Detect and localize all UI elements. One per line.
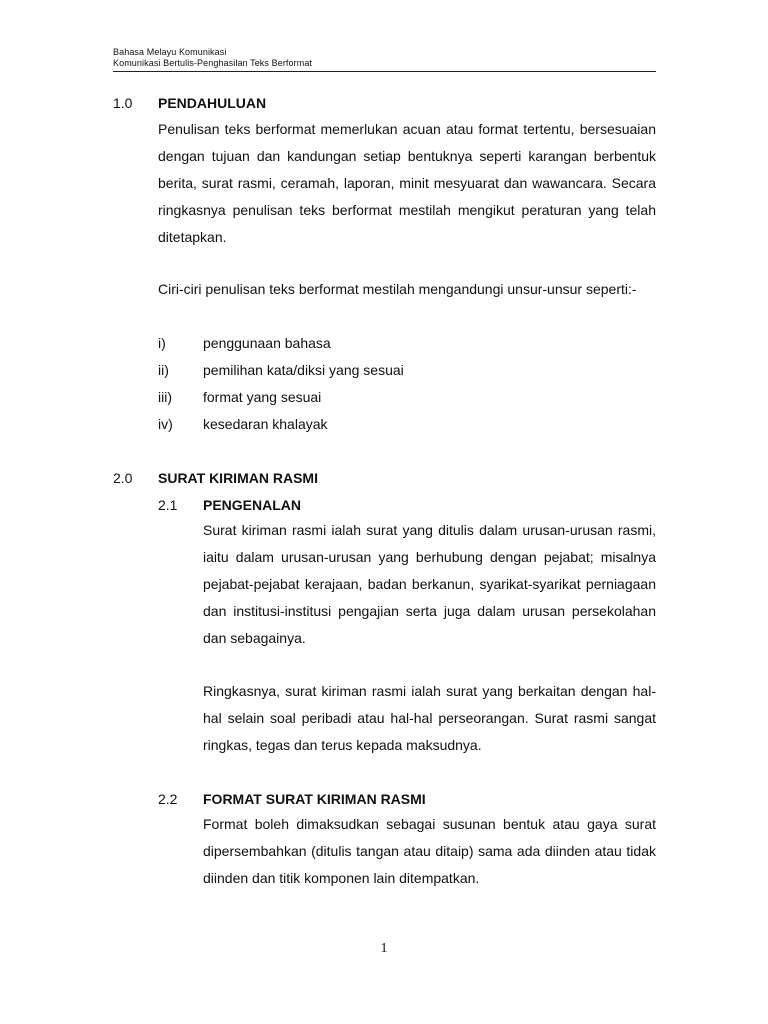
- header-divider: [113, 71, 656, 72]
- subsection-2-2-title: FORMAT SURAT KIRIMAN RASMI: [203, 791, 426, 807]
- section-2-title: SURAT KIRIMAN RASMI: [158, 470, 318, 486]
- list-item-marker: i): [158, 335, 166, 351]
- header-course-title: Bahasa Melayu Komunikasi: [113, 47, 227, 57]
- subsection-2-2-number: 2.2: [158, 791, 178, 807]
- list-item-marker: iv): [158, 416, 173, 432]
- section-2-number: 2.0: [113, 470, 133, 486]
- header-topic-title: Komunikasi Bertulis-Penghasilan Teks Berformat: [113, 58, 313, 68]
- list-item-text: penggunaan bahasa: [203, 335, 331, 351]
- subsection-2-1-paragraph-2: Ringkasnya, surat kiriman rasmi ialah surat yang berkaitan dengan hal-hal selain soal peribadi atau hal-hal perseorangan. Surat rasmi sangat ringkas, tegas dan terus kepada maksudnya.: [203, 683, 656, 753]
- subsection-2-1-paragraph-1: Surat kiriman rasmi ialah surat yang ditulis dalam urusan-urusan rasmi, iaitu dalam urusan-urusan yang berhubung dengan pejabat; misalnya pejabat-pejabat kerajaan, badan berkanun, syarikat-syarikat perniagaan dan institusi-institusi pengajian serta juga dalam urusan persekolahan dan sebagainya.: [203, 522, 656, 646]
- list-item-text: pemilihan kata/diksi yang sesuai: [203, 362, 404, 378]
- list-item-text: format yang sesuai: [203, 389, 322, 405]
- list-item-text: kesedaran khalayak: [203, 416, 328, 432]
- page-number: 1: [380, 941, 388, 956]
- list-item-marker: ii): [158, 362, 169, 378]
- section-1-number: 1.0: [113, 95, 133, 111]
- section-1-title: PENDAHULUAN: [158, 95, 267, 111]
- section-1-paragraph-2: Ciri-ciri penulisan teks berformat mestilah mengandungi unsur-unsur seperti:-: [158, 281, 637, 297]
- subsection-2-1-number: 2.1: [158, 497, 178, 513]
- list-item-marker: iii): [158, 389, 172, 405]
- section-1-paragraph-1: Penulisan teks berformat memerlukan acuan atau format tertentu, bersesuaian dengan tujuan dan kandungan setiap bentuknya seperti karangan berbentuk berita, surat rasmi, ceramah, laporan, minit mesyuarat dan wawancara. Secara ringkasnya penulisan teks berformat mestilah mengikut peraturan yang telah ditetapkan.: [158, 121, 656, 245]
- subsection-2-2-paragraph-1: Format boleh dimaksudkan sebagai susunan bentuk atau gaya surat dipersembahkan (ditulis tangan atau ditaip) sama ada diinden atau tidak diinden dan titik komponen lain ditempatkan.: [203, 816, 656, 886]
- subsection-2-1-title: PENGENALAN: [203, 497, 302, 513]
